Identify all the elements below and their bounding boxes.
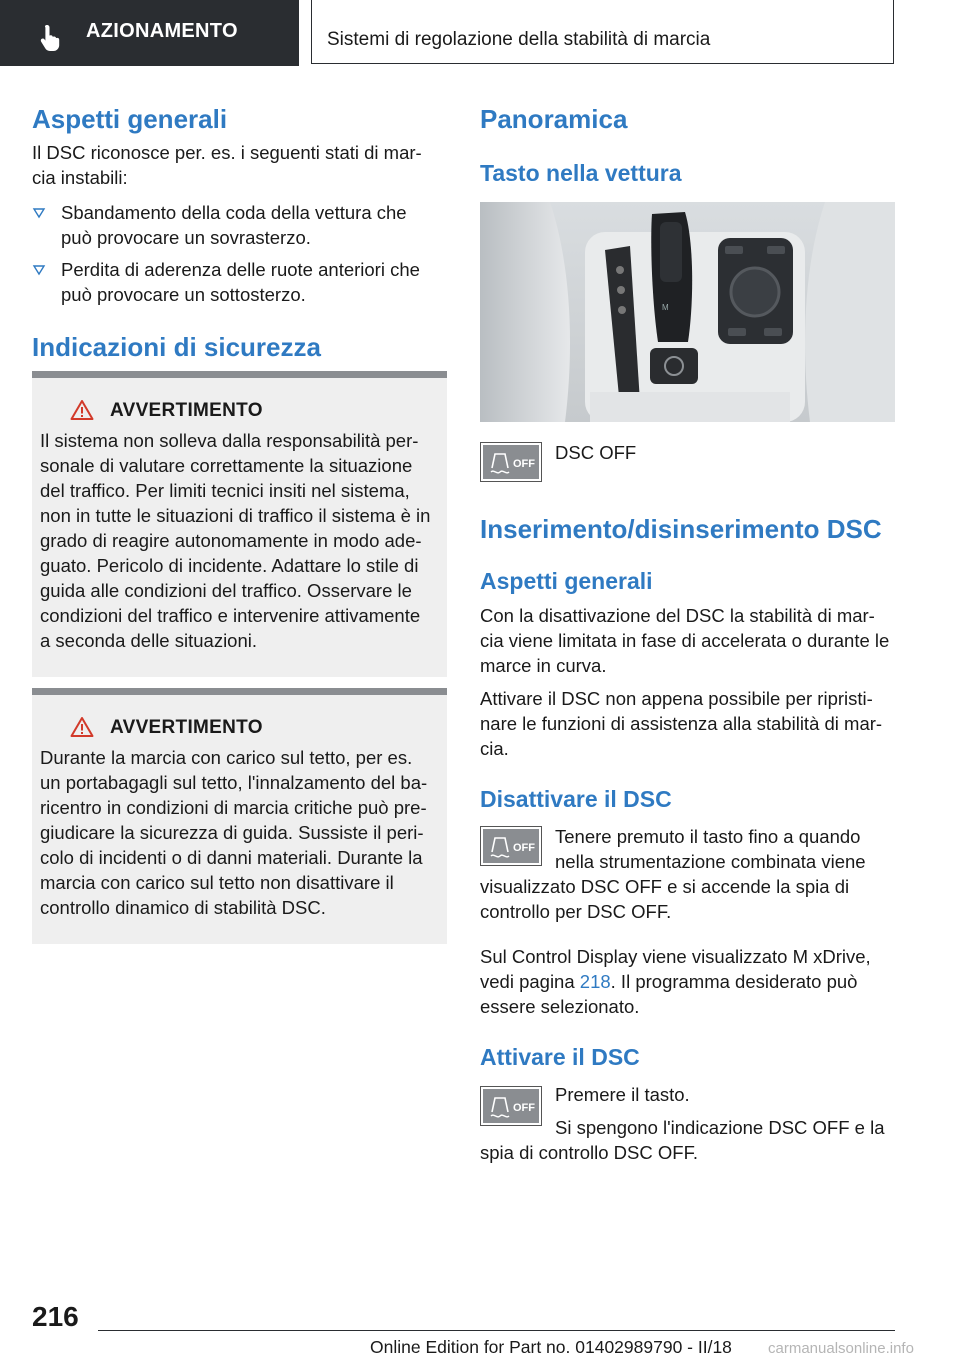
- deactivate-paragraph-2: Sul Control Display viene visualizzato M xDrive, vedi pagina 218. Il programma desiderato può essere selezionato.: [480, 946, 871, 1017]
- general-paragraph-2: Attivare il DSC non appena possibile per ripristi- nare le funzioni di assistenza alla stabilità di mar- cia.: [480, 688, 883, 759]
- warning-box: [32, 688, 447, 944]
- activate-heading: Attivare il DSC: [480, 1044, 640, 1070]
- warning-triangle-icon: [70, 716, 94, 738]
- overview-heading: Panoramica: [480, 104, 628, 134]
- button-heading: Tasto nella vettura: [480, 160, 682, 186]
- bullet-text: Perdita di aderenza delle ruote anteriori che può provocare un sottosterzo.: [61, 259, 420, 305]
- list-item: [32, 257, 451, 307]
- section-header: [311, 0, 894, 64]
- watermark: carmanualsonline.info: [768, 1340, 914, 1357]
- warning-box: [32, 371, 447, 677]
- deactivate-heading: Disattivare il DSC: [480, 786, 672, 812]
- svg-text:OFF: OFF: [513, 842, 535, 854]
- warning-title: AVVERTIMENTO: [110, 400, 263, 421]
- bullet-text: Sbandamento della coda della vettura che può provocare un sovrasterzo.: [61, 202, 407, 248]
- triangle-bullet-icon: [32, 202, 46, 222]
- button-caption: DSC OFF: [555, 442, 637, 463]
- page-link[interactable]: 218: [579, 971, 611, 992]
- general-heading: Aspetti generali: [32, 104, 228, 134]
- general-paragraph-1: Con la disattivazione del DSC la stabilità di mar- cia viene limitata in fase di accelerata o durante le marce in curva.: [480, 605, 890, 676]
- dsc-off-button-icon: [480, 826, 542, 866]
- activate-paragraph-2b: spia di controllo DSC OFF.: [480, 1142, 698, 1163]
- dsc-off-button-icon: [480, 1086, 542, 1126]
- safety-heading: Indicazioni di sicurezza: [32, 332, 321, 362]
- edition-note: Online Edition for Part no. 01402989790 - II/18: [370, 1337, 732, 1357]
- svg-text:OFF: OFF: [513, 458, 535, 470]
- deactivate-paragraph-1a: Tenere premuto il tasto fino a quando nella strumentazione combinata viene: [555, 826, 866, 872]
- hand-pointer-icon: [36, 22, 66, 52]
- dsc-off-button-icon: [480, 442, 542, 482]
- warning-title: AVVERTIMENTO: [110, 717, 263, 738]
- triangle-bullet-icon: [32, 259, 46, 279]
- warning-text: Il sistema non solleva dalla responsabilità per- sonale di valutare correttamente la situazione del traffico. Per limiti tecnici insiti nel sistema, non in tutte le situazioni di traffico il sistema è in grado di reagire autonomamente in modo ade- guato. Pericolo di incidente. Adattare lo stile di guida alle condizioni del traffico. Osservare le condizioni del traffico e intervenire attivamente a seconda delle situazioni.: [40, 430, 431, 651]
- deactivate-paragraph-1b: visualizzato DSC OFF e si accende la spia di controllo per DSC OFF.: [480, 876, 850, 922]
- warning-text: Durante la marcia con carico sul tetto, per es. un portabagagli sul tetto, l'innalzamento del ba- ricentro in condizioni di marcia critiche può pre- giudicare la sicurezza di guida. Sussiste il peri- colo di incidenti o di danni materiali. Durante la marcia con carico sul tetto non disattivare il controllo dinamico di stabilità DSC.: [40, 747, 428, 918]
- general-intro: Il DSC riconosce per. es. i seguenti stati di mar- cia instabili:: [32, 142, 422, 188]
- svg-text:OFF: OFF: [513, 1102, 535, 1114]
- section-title: Sistemi di regolazione della stabilità di marcia: [327, 29, 711, 50]
- list-item: [32, 200, 451, 250]
- chapter-tab: [0, 0, 299, 66]
- svg-text:M: M: [662, 303, 669, 312]
- page-number: 216: [32, 1301, 79, 1332]
- chapter-title: AZIONAMENTO: [86, 20, 238, 42]
- activate-paragraph-2a: Si spengono l'indicazione DSC OFF e la: [555, 1117, 885, 1138]
- warning-triangle-icon: [70, 399, 94, 421]
- onoff-heading: Inserimento/disinserimento DSC: [480, 514, 882, 544]
- activate-paragraph-1: Premere il tasto.: [555, 1084, 690, 1105]
- footer-divider: [98, 1330, 895, 1331]
- center-console-photo: [480, 202, 895, 422]
- general-heading-right: Aspetti generali: [480, 568, 653, 594]
